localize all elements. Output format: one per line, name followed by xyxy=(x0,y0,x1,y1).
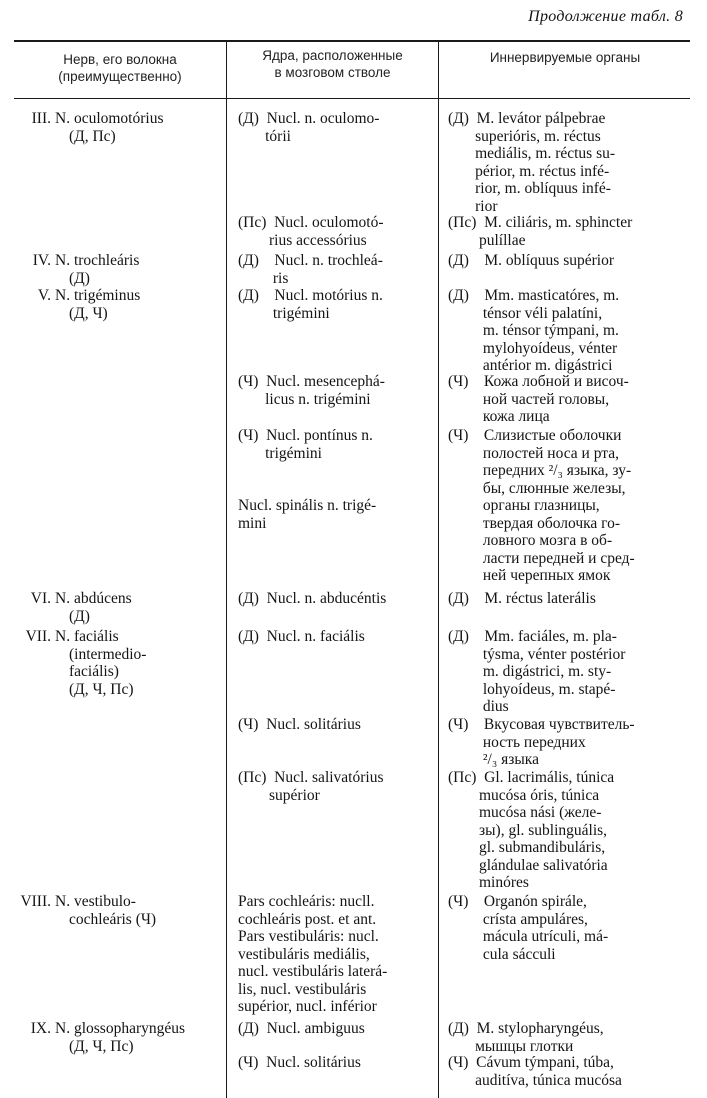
header-nuclei xyxy=(227,47,438,81)
organs-line: mucósa óris, túnica xyxy=(448,786,600,804)
organs-line: rior xyxy=(448,197,498,215)
nerve-detail-line: (Д) xyxy=(69,269,90,287)
nuclei-line: supérior, nucl. inférior xyxy=(238,998,377,1015)
nuclei-line: rius accessórius xyxy=(238,231,367,249)
nuclei-cell xyxy=(238,252,383,287)
header-nerve-line-2: (преимущественно) xyxy=(58,69,182,84)
nuclei-cell xyxy=(238,110,379,145)
nerve-number: V. xyxy=(37,287,51,304)
nerve-detail-line: (Д) xyxy=(69,607,90,625)
nerve-name-line xyxy=(18,110,164,128)
nuclei-line: (Д) Nucl. ambiguus xyxy=(238,1020,365,1037)
nuclei-line: nucl. vestibuláris laterá- xyxy=(238,963,388,980)
organs-cell xyxy=(448,252,614,270)
nuclei-cell xyxy=(238,373,385,408)
organs-line: (Пс) M. ciliáris, m. sphincter xyxy=(448,214,633,231)
nuclei-line: Pars vestibuláris: nucl. xyxy=(238,928,379,945)
organs-line: m. ténsor týmpani, m. xyxy=(448,322,619,339)
nuclei-line: (Ч) Nucl. pontínus n. xyxy=(238,427,373,444)
nerve-name: N. glossopharyngéus xyxy=(55,1020,186,1037)
nerve-name: N. vestibulo- xyxy=(55,893,136,910)
organs-cell xyxy=(448,214,632,249)
organs-line: lohyoídeus, m. stapé- xyxy=(448,680,616,698)
nerve-detail-line: faciális) xyxy=(69,663,119,680)
organs-line: органы глазницы, xyxy=(448,497,600,514)
nerve-name: N. oculomotórius xyxy=(55,110,164,127)
header-rule xyxy=(14,98,690,99)
organs-line: мышцы глотки xyxy=(448,1037,574,1055)
header-nuclei-line-1: Ядра, расположенные xyxy=(262,48,403,63)
column-divider-2 xyxy=(438,40,439,1098)
organs-line: полостей носа и рта, xyxy=(448,444,619,462)
nerve-cell xyxy=(18,628,146,698)
nerve-number: VIII. xyxy=(20,893,51,910)
organs-line: ность передних xyxy=(448,733,586,751)
nuclei-line: tórii xyxy=(238,127,291,145)
nuclei-line: (Д) Nucl. motórius n. xyxy=(238,287,383,304)
organs-line: rior, m. oblíquus infé- xyxy=(448,180,611,197)
nuclei-cell xyxy=(238,214,384,249)
organs-line: (Д) M. réctus laterális xyxy=(448,590,596,607)
organs-line: зы), gl. sublinguális, xyxy=(448,821,608,839)
nerve-detail-line: cochleáris (Ч) xyxy=(69,910,157,928)
nuclei-cell xyxy=(238,1054,361,1072)
organs-line: (Ч) Кожа лобной и височ- xyxy=(448,373,629,390)
nerve-number: IX. xyxy=(30,1020,51,1037)
header-nerve xyxy=(14,51,226,85)
nerve-name-line xyxy=(18,252,139,270)
nerve-number: VII. xyxy=(25,628,51,645)
organs-line: (Ч) Organón spirále, xyxy=(448,893,587,910)
organs-cell xyxy=(448,110,615,215)
organs-line: кожа лица xyxy=(448,408,550,425)
nerve-number: IV. xyxy=(32,252,51,269)
organs-line: ²/₃ языка xyxy=(448,751,539,768)
nuclei-cell xyxy=(238,427,373,462)
organs-line: týsma, vénter postérior xyxy=(448,645,626,663)
nuclei-cell xyxy=(238,497,376,532)
nerve-cell xyxy=(18,252,139,287)
nerve-cell xyxy=(18,287,140,322)
nerve-name-line xyxy=(18,590,132,608)
organs-line: ней черепных ямок xyxy=(448,567,611,584)
nuclei-line: (Д) Nucl. n. trochleá- xyxy=(238,252,383,269)
nuclei-line: vestibuláris mediális, xyxy=(238,945,370,963)
organs-line: (Пс) Gl. lacrimális, túnica xyxy=(448,769,615,786)
header-nerve-line-1: Нерв, его волокна xyxy=(63,52,177,67)
organs-line: glándulae salivatória xyxy=(448,856,608,874)
organs-line: ласти передней и сред- xyxy=(448,549,635,567)
nuclei-line: (Пс) Nucl. salivatórius xyxy=(238,769,384,786)
nuclei-line: (Ч) Nucl. solitárius xyxy=(238,716,361,733)
organs-cell xyxy=(448,287,619,375)
nerve-name-line xyxy=(18,893,156,911)
top-rule xyxy=(14,40,690,42)
nerve-detail-line: (Д, Ч) xyxy=(69,304,108,322)
nerve-name: N. abdúcens xyxy=(55,590,132,607)
nuclei-line: mini xyxy=(238,514,267,532)
organs-cell xyxy=(448,1020,604,1055)
organs-cell xyxy=(448,590,596,608)
organs-line: antérior m. digástrici xyxy=(448,357,613,374)
nuclei-cell xyxy=(238,1020,365,1038)
organs-cell xyxy=(448,716,635,769)
organs-line: mácula utrículi, má- xyxy=(448,928,609,945)
nerve-number: VI. xyxy=(30,590,51,607)
organs-line: ténsor véli palatíni, xyxy=(448,304,603,322)
organs-line: (Д) M. levátor pálpebrae xyxy=(448,110,606,127)
organs-line: gl. submandibuláris, xyxy=(448,839,606,856)
organs-line: m. digástrici, m. sty- xyxy=(448,663,612,680)
nerve-detail-line: (Д, Пс) xyxy=(69,127,116,145)
organs-line: ловного мозга в об- xyxy=(448,532,613,549)
nuclei-line: (Пс) Nucl. oculomotó- xyxy=(238,214,384,231)
nuclei-line: (Д) Nucl. n. faciális xyxy=(238,628,365,645)
nuclei-line: Nucl. spinális n. trigé- xyxy=(238,497,377,514)
organs-line: (Д) Mm. faciáles, m. pla- xyxy=(448,628,617,645)
column-divider-1 xyxy=(226,40,227,1098)
nuclei-line: (Д) Nucl. n. oculomo- xyxy=(238,110,380,127)
organs-line: superióris, m. réctus xyxy=(448,127,601,145)
nerve-number: III. xyxy=(31,110,51,127)
nerve-name-line xyxy=(18,287,140,305)
organs-line: (Д) Mm. masticatóres, m. xyxy=(448,287,620,304)
organs-cell xyxy=(448,427,635,585)
nerve-detail-line: (Д, Ч, Пс) xyxy=(69,1037,134,1055)
nuclei-cell xyxy=(238,893,387,1016)
nuclei-line: licus n. trigémini xyxy=(238,390,371,408)
organs-line: périor, m. réctus infé- xyxy=(448,162,610,180)
organs-cell xyxy=(448,769,614,892)
organs-line: (Д) M. oblíquus supérior xyxy=(448,252,614,269)
nuclei-cell xyxy=(238,716,361,734)
nuclei-line: supérior xyxy=(238,786,320,804)
continuation-label: Продолжение табл. 8 xyxy=(528,8,683,25)
nerve-name: N. faciális xyxy=(55,628,119,645)
organs-line: mediális, m. réctus su- xyxy=(448,145,616,162)
nuclei-cell xyxy=(238,287,383,322)
organs-line: crísta ampuláres, xyxy=(448,910,588,928)
nerve-cell xyxy=(18,590,132,625)
nerve-cell xyxy=(18,110,164,145)
nerve-name: N. trigéminus xyxy=(55,287,141,304)
header-organs xyxy=(439,49,691,66)
nerve-name-line xyxy=(18,628,146,646)
organs-line: бы, слюнные железы, xyxy=(448,479,626,497)
organs-line: (Д) M. stylopharyngéus, xyxy=(448,1020,604,1037)
organs-line: pulíllae xyxy=(448,231,526,249)
header-nuclei-line-2: в мозговом стволе xyxy=(274,65,391,80)
nuclei-line: (Ч) Nucl. solitárius xyxy=(238,1054,361,1071)
organs-line: (Ч) Вкусовая чувствитель- xyxy=(448,716,635,733)
organs-line: minóres xyxy=(448,874,529,891)
organs-line: cula sácculi xyxy=(448,945,556,963)
nuclei-line: (Ч) Nucl. mesencephá- xyxy=(238,373,385,390)
nuclei-line: trigémini xyxy=(238,444,322,462)
nuclei-line: trigémini xyxy=(238,304,330,322)
organs-line: auditíva, túnica mucósa xyxy=(448,1071,622,1089)
nerve-name: N. trochleáris xyxy=(55,252,140,269)
organs-cell xyxy=(448,373,629,426)
nuclei-line: lis, nucl. vestibuláris xyxy=(238,980,367,998)
nerve-detail-line: (Д, Ч, Пс) xyxy=(69,680,134,698)
header-organs-line-1: Иннервируемые органы xyxy=(489,50,641,65)
nerve-detail-line: (intermedio- xyxy=(69,645,147,663)
organs-line: mucósa nási (желе- xyxy=(448,804,602,821)
organs-line: (Ч) Слизистые оболочки xyxy=(448,427,622,444)
organs-line: передних ²/₃ языка, зу- xyxy=(448,462,632,479)
nuclei-cell xyxy=(238,590,386,608)
nuclei-line: cochleáris post. et ant. xyxy=(238,910,377,928)
organs-line: dius xyxy=(448,698,509,715)
nuclei-cell xyxy=(238,628,365,646)
nuclei-cell xyxy=(238,769,384,804)
nuclei-line: Pars cochleáris: nucll. xyxy=(238,893,375,910)
nerve-name-line xyxy=(18,1020,185,1038)
organs-line: (Ч) Cávum týmpani, túba, xyxy=(448,1054,614,1071)
nuclei-line: (Д) Nucl. n. abducéntis xyxy=(238,590,387,607)
organs-line: ной частей головы, xyxy=(448,390,610,408)
nerve-cell xyxy=(18,893,156,928)
organs-line: mylohyoídeus, vénter xyxy=(448,339,618,357)
organs-line: твердая оболочка го- xyxy=(448,514,621,532)
organs-cell xyxy=(448,628,625,716)
organs-cell xyxy=(448,893,608,963)
organs-cell xyxy=(448,1054,622,1089)
nuclei-line: ris xyxy=(238,269,289,287)
nerve-cell xyxy=(18,1020,185,1055)
